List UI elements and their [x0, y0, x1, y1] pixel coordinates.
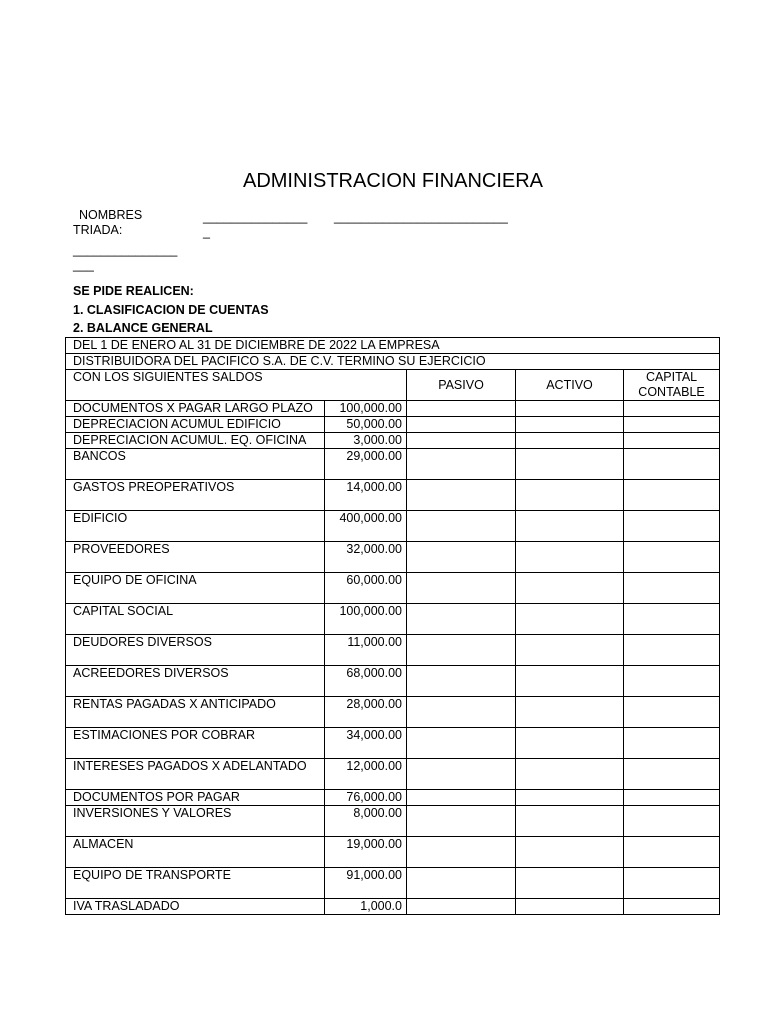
- amount-cell: 91,000.00: [325, 868, 407, 899]
- capital-contable-cell[interactable]: [624, 573, 720, 604]
- activo-cell[interactable]: [516, 790, 624, 806]
- table-row: [66, 433, 720, 449]
- pasivo-cell[interactable]: [407, 790, 516, 806]
- pasivo-cell[interactable]: [407, 542, 516, 573]
- capital-contable-cell[interactable]: [624, 604, 720, 635]
- pasivo-cell[interactable]: [407, 401, 516, 417]
- account-name-cell: DEPRECIACION ACUMUL EDIFICIO: [66, 417, 325, 433]
- capital-contable-cell[interactable]: [624, 417, 720, 433]
- capital-contable-cell[interactable]: [624, 759, 720, 790]
- activo-cell[interactable]: [516, 542, 624, 573]
- name-blank-3: _: [203, 225, 210, 239]
- pasivo-cell[interactable]: [407, 417, 516, 433]
- pasivo-cell[interactable]: [407, 449, 516, 480]
- pasivo-cell[interactable]: [407, 635, 516, 666]
- table-row: [66, 635, 720, 666]
- amount-cell: 68,000.00: [325, 666, 407, 697]
- pasivo-cell[interactable]: [407, 511, 516, 542]
- name-blank-2: _________________________: [334, 210, 508, 224]
- account-name-cell: DOCUMENTOS X PAGAR LARGO PLAZO: [66, 401, 325, 417]
- header-blank-cell: [325, 370, 407, 401]
- table-row: [66, 542, 720, 573]
- activo-cell[interactable]: [516, 666, 624, 697]
- table-row: [66, 728, 720, 759]
- capital-contable-cell[interactable]: [624, 899, 720, 915]
- table-row: [66, 759, 720, 790]
- table-row: [66, 899, 720, 915]
- account-name-cell: IVA TRASLADADO: [66, 899, 325, 915]
- pasivo-cell[interactable]: [407, 604, 516, 635]
- amount-cell: 34,000.00: [325, 728, 407, 759]
- amount-cell: 8,000.00: [325, 806, 407, 837]
- nombres-label: NOMBRES: [79, 208, 143, 222]
- capital-contable-cell[interactable]: [624, 837, 720, 868]
- activo-cell[interactable]: [516, 449, 624, 480]
- account-name-cell: ESTIMACIONES POR COBRAR: [66, 728, 325, 759]
- table-row: [66, 573, 720, 604]
- pasivo-cell[interactable]: [407, 573, 516, 604]
- pasivo-cell[interactable]: [407, 433, 516, 449]
- pasivo-cell[interactable]: [407, 868, 516, 899]
- capital-contable-cell[interactable]: [624, 511, 720, 542]
- account-name-cell: DOCUMENTOS POR PAGAR: [66, 790, 325, 806]
- capital-contable-cell[interactable]: [624, 449, 720, 480]
- activo-cell[interactable]: [516, 573, 624, 604]
- pasivo-cell[interactable]: [407, 728, 516, 759]
- pasivo-cell[interactable]: [407, 697, 516, 728]
- amount-cell: 100,000.00: [325, 401, 407, 417]
- activo-cell[interactable]: [516, 899, 624, 915]
- page-title: ADMINISTRACION FINANCIERA: [242, 170, 544, 192]
- table-row: [66, 401, 720, 417]
- pasivo-cell[interactable]: [407, 806, 516, 837]
- table-row: [66, 790, 720, 806]
- activo-cell[interactable]: [516, 806, 624, 837]
- amount-cell: 1,000.0: [325, 899, 407, 915]
- table-row: [66, 604, 720, 635]
- activo-cell[interactable]: [516, 401, 624, 417]
- amount-cell: 28,000.00: [325, 697, 407, 728]
- pasivo-cell[interactable]: [407, 666, 516, 697]
- table-row: [66, 868, 720, 899]
- intro-row: [66, 338, 720, 354]
- activo-cell[interactable]: [516, 511, 624, 542]
- capital-contable-cell[interactable]: [624, 790, 720, 806]
- account-name-cell: EDIFICIO: [66, 511, 325, 542]
- activo-cell[interactable]: [516, 837, 624, 868]
- account-name-cell: INVERSIONES Y VALORES: [66, 806, 325, 837]
- account-name-cell: PROVEEDORES: [66, 542, 325, 573]
- capital-contable-cell[interactable]: [624, 542, 720, 573]
- activo-cell[interactable]: [516, 433, 624, 449]
- instruction-item-2: 2. BALANCE GENERAL: [73, 321, 213, 335]
- amount-cell: 14,000.00: [325, 480, 407, 511]
- pasivo-cell[interactable]: [407, 759, 516, 790]
- capital-contable-cell[interactable]: [624, 728, 720, 759]
- pasivo-cell[interactable]: [407, 837, 516, 868]
- account-name-cell: ACREEDORES DIVERSOS: [66, 666, 325, 697]
- table-row: [66, 417, 720, 433]
- capital-contable-cell[interactable]: [624, 868, 720, 899]
- account-name-cell: INTERESES PAGADOS X ADELANTADO: [66, 759, 325, 790]
- account-name-cell: ALMACEN: [66, 837, 325, 868]
- intro-row: [66, 354, 720, 370]
- capital-contable-cell[interactable]: [624, 635, 720, 666]
- account-name-cell: DEPRECIACION ACUMUL. EQ. OFICINA: [66, 433, 325, 449]
- table-row: [66, 511, 720, 542]
- intro-line-3: CON LOS SIGUIENTES SALDOS: [66, 370, 325, 401]
- pasivo-cell[interactable]: [407, 480, 516, 511]
- instruction-item-1: 1. CLASIFICACION DE CUENTAS: [73, 303, 269, 317]
- capital-contable-cell[interactable]: [624, 480, 720, 511]
- amount-cell: 60,000.00: [325, 573, 407, 604]
- intro-line-1: DEL 1 DE ENERO AL 31 DE DICIEMBRE DE 2022 LA EMPRESA: [66, 338, 720, 354]
- activo-cell[interactable]: [516, 480, 624, 511]
- capital-contable-cell[interactable]: [624, 666, 720, 697]
- amount-cell: 29,000.00: [325, 449, 407, 480]
- name-blank-4: _______________: [73, 243, 178, 257]
- activo-cell[interactable]: [516, 728, 624, 759]
- triada-label: TRIADA:: [73, 223, 123, 237]
- account-name-cell: EQUIPO DE OFICINA: [66, 573, 325, 604]
- amount-cell: 400,000.00: [325, 511, 407, 542]
- table-row: [66, 837, 720, 868]
- capital-contable-cell[interactable]: [624, 401, 720, 417]
- account-name-cell: CAPITAL SOCIAL: [66, 604, 325, 635]
- amount-cell: 32,000.00: [325, 542, 407, 573]
- name-blank-1: _______________: [203, 210, 308, 224]
- amount-cell: 19,000.00: [325, 837, 407, 868]
- activo-cell[interactable]: [516, 417, 624, 433]
- intro-line-2: DISTRIBUIDORA DEL PACIFICO S.A. DE C.V. TERMINO SU EJERCICIO: [66, 354, 720, 370]
- name-blank-5: ___: [73, 258, 94, 272]
- account-name-cell: EQUIPO DE TRANSPORTE: [66, 868, 325, 899]
- activo-cell[interactable]: [516, 604, 624, 635]
- pasivo-cell[interactable]: [407, 899, 516, 915]
- account-name-cell: DEUDORES DIVERSOS: [66, 635, 325, 666]
- table-row: [66, 697, 720, 728]
- column-header-pasivo: PASIVO: [407, 370, 516, 401]
- amount-cell: 50,000.00: [325, 417, 407, 433]
- table-row: [66, 449, 720, 480]
- amount-cell: 76,000.00: [325, 790, 407, 806]
- activo-cell[interactable]: [516, 635, 624, 666]
- column-header-capital-contable: CAPITAL CONTABLE: [624, 370, 720, 401]
- table-row: [66, 806, 720, 837]
- capital-contable-cell[interactable]: [624, 697, 720, 728]
- amount-cell: 12,000.00: [325, 759, 407, 790]
- capital-contable-cell[interactable]: [624, 806, 720, 837]
- amount-cell: 100,000.00: [325, 604, 407, 635]
- activo-cell[interactable]: [516, 868, 624, 899]
- activo-cell[interactable]: [516, 697, 624, 728]
- amount-cell: 11,000.00: [325, 635, 407, 666]
- account-name-cell: GASTOS PREOPERATIVOS: [66, 480, 325, 511]
- table-row: [66, 666, 720, 697]
- account-name-cell: RENTAS PAGADAS X ANTICIPADO: [66, 697, 325, 728]
- account-name-cell: BANCOS: [66, 449, 325, 480]
- capital-contable-cell[interactable]: [624, 433, 720, 449]
- table-row: [66, 480, 720, 511]
- column-header-activo: ACTIVO: [516, 370, 624, 401]
- amount-cell: 3,000.00: [325, 433, 407, 449]
- instructions-heading: SE PIDE REALICEN:: [73, 284, 194, 298]
- accounts-table: [65, 337, 720, 915]
- header-row: [66, 370, 720, 401]
- activo-cell[interactable]: [516, 759, 624, 790]
